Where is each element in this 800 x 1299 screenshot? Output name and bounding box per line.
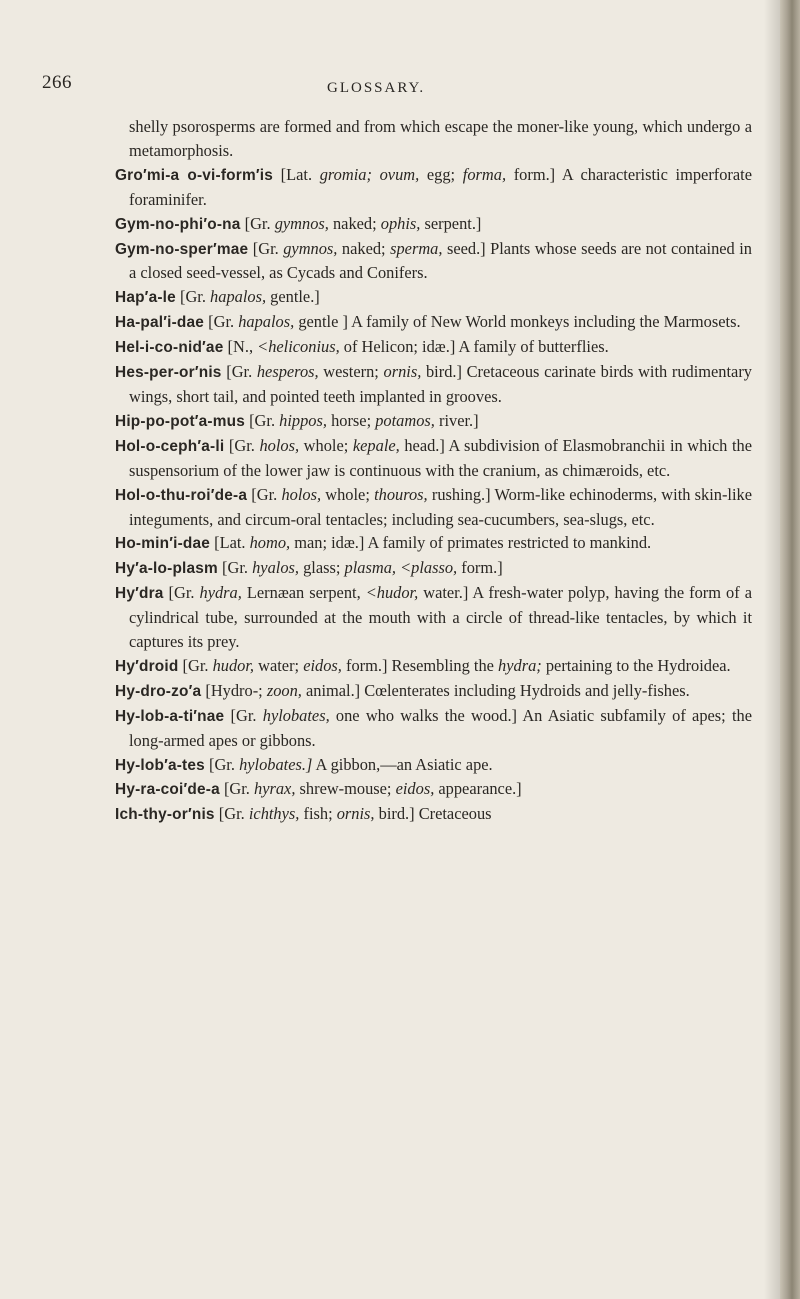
glossary-entry: [115, 753, 752, 778]
etymon: <heliconius,: [257, 337, 340, 357]
entry-text: [Gr.: [175, 287, 211, 307]
entry-text: of Helicon; idæ.] A family of butterflies.: [339, 337, 609, 357]
etymon: ornis,: [336, 804, 375, 824]
entry-text: [Gr.: [217, 558, 253, 578]
etymon: ornis,: [383, 362, 422, 382]
headword: Ha-pal′i-dae: [115, 314, 205, 332]
entry-text: fish;: [299, 804, 337, 824]
entry-text: serpent.]: [420, 213, 482, 233]
glossary-entry: [115, 777, 752, 802]
entry-text: [Gr.: [245, 410, 280, 430]
etymon: gromia; ovum,: [319, 164, 420, 184]
etymon: plasma,: [344, 558, 396, 578]
entry-text: [Lat.: [210, 533, 250, 553]
headword: Hy-lob-a-ti′nae: [115, 707, 225, 725]
etymon: forma,: [462, 164, 507, 184]
entry-text: shrew-mouse;: [295, 779, 396, 799]
glossary-entry: [115, 679, 752, 704]
entry-text: [Gr.: [224, 435, 260, 455]
etymon: kepale,: [352, 435, 400, 455]
glossary-entry: [115, 531, 752, 556]
headword: Hip-po-pot′a-mus: [115, 412, 245, 430]
entry-text: [Gr.: [163, 583, 200, 603]
entry-text: appearance.]: [434, 779, 522, 799]
etymon: ichthys,: [248, 804, 300, 824]
glossary-entry: [115, 802, 752, 827]
entry-text: gentle ] A family of New World monkeys including the Marmosets.: [294, 312, 741, 332]
etymon: hudor,: [212, 655, 255, 675]
entry-text: gentle.]: [266, 287, 320, 307]
entry-text: head.] A subdivision of Elasmobranchii in which the suspensorium of the lower jaw is continuous with the cranium, as chimæroids, etc.: [129, 435, 752, 480]
entry-text: shelly psorosperms are formed and from which escape the moner-like young, which undergo a metamorphosis.: [129, 117, 752, 160]
running-head: GLOSSARY.: [327, 80, 426, 96]
glossary-entry: [115, 285, 752, 310]
entry-text: [Gr.: [204, 754, 240, 774]
entry-text: water.] A fresh-water polyp, having the form of a cylindrical tube, surrounded at the mouth with a circle of thread-like tentacles, by which it captures its prey.: [129, 583, 752, 652]
glossary-entry: [115, 434, 752, 483]
entry-text: whole;: [299, 435, 353, 455]
glossary-entry: [115, 335, 752, 360]
entry-continuation: [115, 115, 752, 163]
page-number: 266: [42, 72, 72, 93]
entry-text: [Gr.: [240, 213, 275, 233]
entry-text: [Gr.: [214, 804, 249, 824]
entry-text: seed.] Plants whose seeds are not contained in a closed seed-vessel, as Cycads and Conifers.: [129, 238, 752, 283]
entry-text: river.]: [434, 410, 479, 430]
etymon: hyalos,: [252, 558, 299, 578]
entry-text: glass;: [299, 558, 345, 578]
entry-text: egg;: [419, 164, 463, 184]
etymon: hesperos,: [256, 362, 319, 382]
entry-text: [Lat.: [272, 164, 320, 184]
headword: Gro′mi-a o-vi-form′is: [115, 166, 273, 184]
entry-text: rushing.] Worm-like echinoderms, with skin-like integuments, and circum-oral tentacles; including sea-cucumbers, sea-slugs, etc.: [129, 484, 752, 529]
entry-text: [Hydro-;: [201, 680, 267, 700]
entry-text: naked;: [328, 213, 381, 233]
glossary-entry: [115, 704, 752, 753]
etymon: gymnos,: [274, 213, 329, 233]
entry-text: [Gr.: [178, 655, 213, 675]
headword: Hy-dro-zo′a: [115, 682, 202, 700]
headword: Hy-ra-coi′de-a: [115, 781, 220, 799]
entry-text: form.] A characteristic imperforate foraminifer.: [129, 164, 752, 209]
glossary-entry: [115, 409, 752, 434]
etymon: hydra,: [199, 583, 242, 603]
entry-text: form.]: [457, 558, 503, 578]
book-spine: [780, 0, 800, 1299]
entry-text: [Gr.: [224, 705, 263, 725]
glossary-entry: [115, 654, 752, 679]
etymon: potamos,: [375, 410, 435, 430]
entry-text: man; idæ.] A family of primates restricted to mankind.: [290, 533, 652, 553]
etymon: hylobates.]: [239, 754, 313, 774]
etymon: hapalos,: [210, 287, 267, 307]
etymon: hyrax,: [254, 779, 296, 799]
etymon: ophis,: [380, 213, 421, 233]
headword: Gym-no-phi′o-na: [115, 215, 241, 233]
etymon: sperma,: [390, 238, 443, 258]
etymon: hylobates,: [262, 705, 330, 725]
headword: Hel-i-co-nid′ae: [115, 339, 224, 357]
entry-text: whole;: [321, 484, 375, 504]
etymon: hippos,: [279, 410, 327, 430]
etymon: <plasso,: [400, 558, 458, 578]
etymon: homo,: [249, 533, 291, 553]
entry-text: [Gr.: [204, 312, 239, 332]
etymon: holos,: [281, 484, 322, 504]
glossary-entry: [115, 581, 752, 654]
entry-text: horse;: [326, 410, 376, 430]
entry-text: [Gr.: [219, 779, 255, 799]
entry-text: [Gr.: [248, 238, 284, 258]
headword: Hol-o-thu-roi′de-a: [115, 486, 248, 504]
glossary-entry: [115, 556, 752, 581]
etymon: hapalos,: [238, 312, 295, 332]
etymon: holos,: [259, 435, 300, 455]
glossary-entry: [115, 237, 752, 286]
headword: Ho-min′i-dae: [115, 535, 211, 553]
entry-text: [N.,: [223, 337, 258, 357]
etymon: hydra;: [498, 655, 542, 675]
entry-text: form.] Resembling the: [341, 655, 499, 675]
headword: Hap′a-le: [115, 289, 176, 307]
etymon: zoon,: [266, 680, 302, 700]
headword: Hes-per-or′nis: [115, 364, 222, 382]
etymon: thouros,: [374, 484, 428, 504]
headword: Gym-no-sper′mae: [115, 240, 249, 258]
entry-text: A gibbon,—an Asiatic ape.: [312, 754, 493, 774]
headword: Hy′droid: [115, 657, 179, 675]
entry-text: bird.] Cretaceous carinate birds with rudimentary wings, short tail, and pointed teeth implanted in grooves.: [129, 362, 752, 406]
glossary-text: [115, 115, 752, 827]
etymon: gymnos,: [283, 238, 338, 258]
etymon: eidos,: [303, 655, 342, 675]
etymon: eidos,: [395, 779, 435, 799]
entry-text: [Gr.: [247, 484, 282, 504]
glossary-entry: [115, 310, 752, 335]
glossary-entry: [115, 212, 752, 237]
entry-text: bird.] Cretaceous: [374, 804, 492, 824]
headword: Hy-lob′a-tes: [115, 756, 205, 774]
headword: Hol-o-ceph′a-li: [115, 437, 225, 455]
entry-text: [Gr.: [221, 362, 257, 382]
entry-text: one who walks the wood.] An Asiatic subfamily of apes; the long-armed apes or gibbons.: [129, 705, 752, 750]
entry-text: naked;: [337, 238, 391, 258]
etymon: <hudor,: [365, 583, 419, 603]
entry-text: Lernæan serpent,: [241, 583, 366, 603]
headword: Hy′a-lo-plasm: [115, 560, 218, 578]
gutter-shadow: [764, 0, 780, 1299]
headword: Hy′dra: [115, 585, 164, 603]
glossary-entry: [115, 483, 752, 532]
headword: Ich-thy-or′nis: [115, 806, 215, 824]
glossary-entry: [115, 360, 752, 409]
entry-text: water;: [254, 655, 304, 675]
entry-text: western;: [318, 362, 384, 382]
entry-text: animal.] Cœlenterates including Hydroids and jelly-fishes.: [301, 680, 690, 700]
glossary-entry: [115, 163, 752, 212]
entry-text: pertaining to the Hydroidea.: [541, 655, 731, 675]
